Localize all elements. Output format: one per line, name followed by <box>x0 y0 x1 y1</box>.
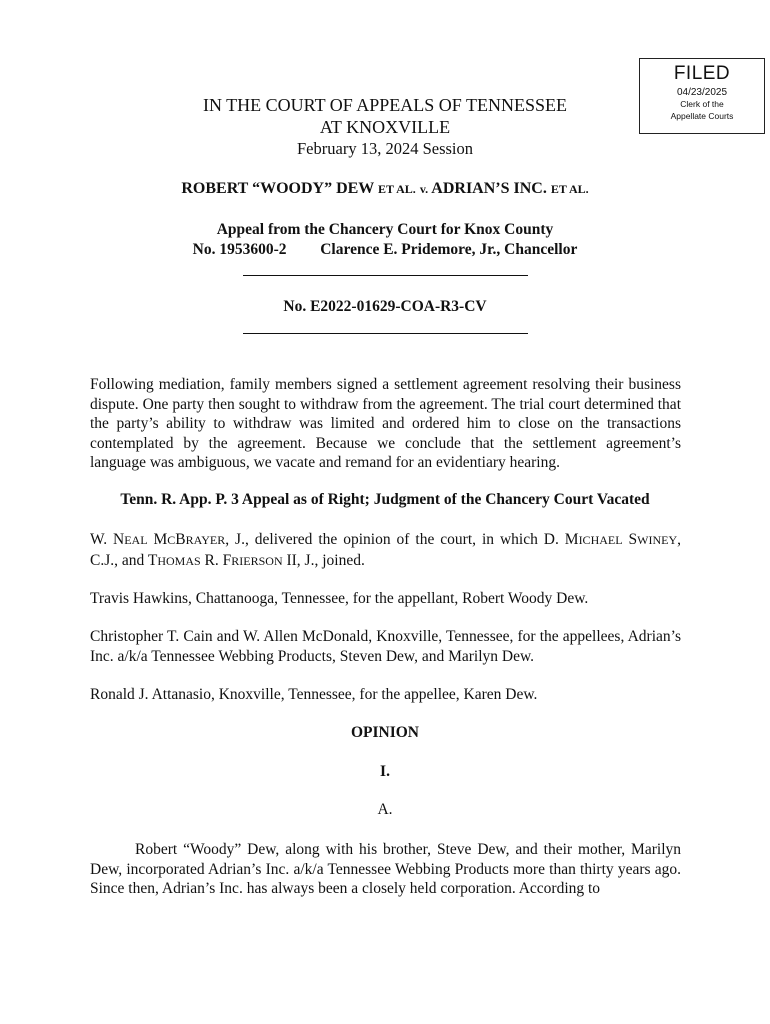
author-last-sc: RAYER <box>185 533 226 547</box>
frierson-r: R. F <box>200 551 232 569</box>
judges-text-2: , C.J., and T <box>90 531 681 569</box>
opinion-heading: OPINION <box>350 724 420 741</box>
clerk-line-2: Appellate Courts <box>670 111 734 121</box>
judges-text-3: II, J., joined. <box>282 551 365 569</box>
clerk-line-1: Clerk of the <box>680 99 724 109</box>
author-c: C <box>167 533 176 547</box>
filed-label: FILED <box>673 63 731 84</box>
court-name: IN THE COURT OF APPEALS OF TENNESSEE <box>203 95 567 115</box>
filed-date: 04/23/2025 <box>676 87 728 98</box>
author-m: M <box>147 531 168 548</box>
counsel-appellee-karen: Ronald J. Attanasio, Knoxville, Tennessee, for the appellee, Karen Dew. <box>90 686 538 703</box>
frierson-last-sc: RIERSON <box>231 553 283 568</box>
appeal-from: Appeal from the Chancery Court for Knox County <box>216 221 554 238</box>
session-date: February 13, 2024 Session <box>297 139 473 158</box>
section-one: I. <box>380 763 390 780</box>
author-first-sc: EAL <box>124 533 148 547</box>
summary-paragraph: Following mediation, family members signed a settlement agreement resolving their business dispute. One party then sought to withdraw from the agreement. The trial court determined that the party’s ability to withdraw was limited and ordered him to close on the transactions contemplated by the agreement. Because we conclude that the settlement agreement’s language was ambiguous, we vacate and remand for an evidentiary hearing. <box>90 376 681 471</box>
author-b: B <box>175 531 186 548</box>
chancellor: Clarence E. Pridemore, Jr., Chancellor <box>320 241 578 258</box>
disposition: Tenn. R. App. P. 3 Appeal as of Right; Judgment of the Chancery Court Vacated <box>120 491 650 508</box>
body-paragraph: Robert “Woody” Dew, along with his brother, Steve Dew, and their mother, Marilyn Dew, incorporated Adrian’s Inc. a/k/a Tennessee Webbing Products more than thirty years ago. Since then, Adrian’s Inc. has always been a closely held corporation. According to <box>90 841 681 897</box>
divider-bottom <box>243 333 528 334</box>
counsel-appellant: Travis Hawkins, Chattanooga, Tennessee, for the appellant, Robert Woody Dew. <box>90 590 589 607</box>
defendant-name: ADRIAN’S INC. <box>431 180 547 197</box>
et-al-plaintiff: ET AL. <box>378 182 416 196</box>
appeal-info <box>0 220 770 260</box>
counsel-appellees: Christopher T. Cain and W. Allen McDonald, Knoxville, Tennessee, for the appellees, Adrian’s Inc. a/k/a Tennessee Webbing Products, Steven Dew, and Marilyn Dew. <box>90 628 681 665</box>
case-caption <box>0 180 770 198</box>
subsection-a: A. <box>377 801 393 818</box>
trial-info <box>0 240 770 260</box>
author-first: W. N <box>90 531 125 548</box>
swiney-s: S <box>622 531 638 548</box>
frierson-first-sc: HOMAS <box>157 553 201 568</box>
swiney-first-sc: ICHAEL <box>578 533 623 547</box>
et-al-defendant: ET AL. <box>550 182 589 196</box>
docket-number: No. E2022-01629-COA-R3-CV <box>283 298 487 315</box>
swiney-last-sc: WINEY <box>637 533 678 547</box>
judges-text-1: , J., delivered the opinion of the court, in which D. M <box>225 531 579 548</box>
versus: v. <box>419 182 429 196</box>
divider-top <box>243 275 528 276</box>
court-heading <box>0 94 770 138</box>
plaintiff-name: ROBERT “WOODY” DEW <box>181 180 374 197</box>
judges-paragraph <box>90 530 681 571</box>
court-location: AT KNOXVILLE <box>319 117 451 137</box>
trial-case-number: No. 1953600-2 <box>192 241 287 258</box>
